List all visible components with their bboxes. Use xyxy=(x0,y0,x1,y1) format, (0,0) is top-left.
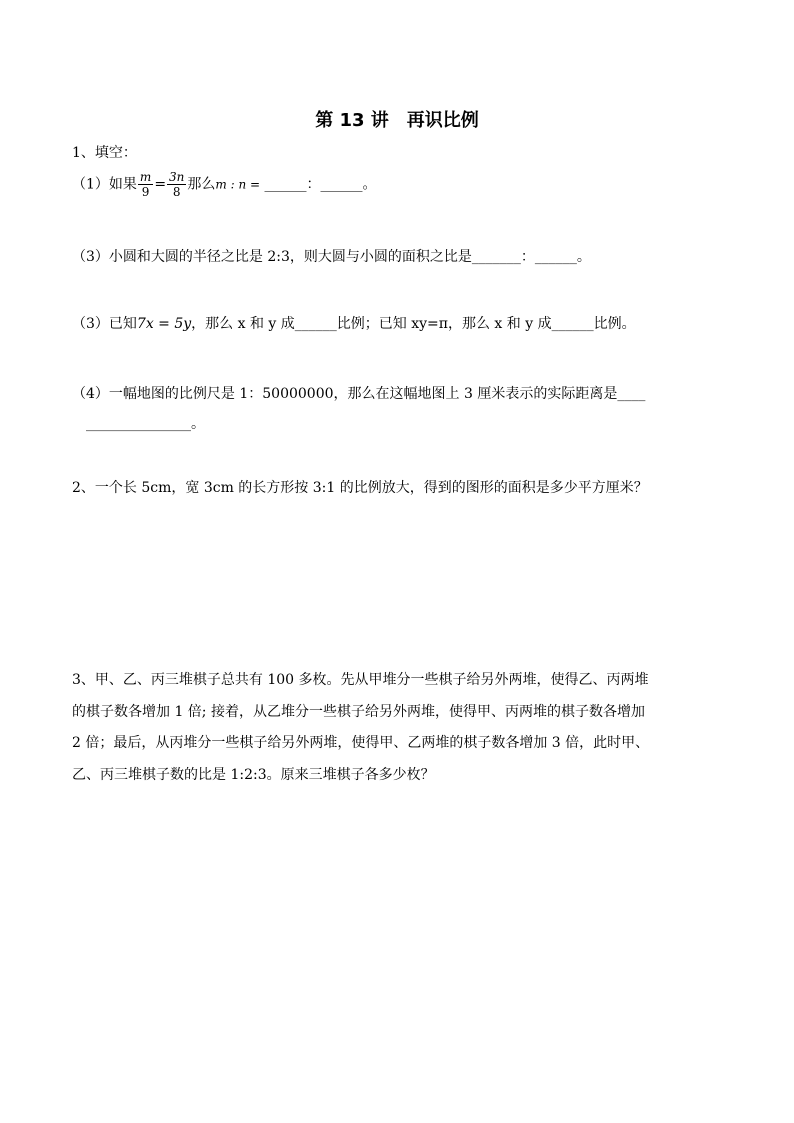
section1-heading: 1、填空： xyxy=(72,145,137,161)
q3-rest: ，那么 x 和 y 成______比例；已知 xy=π，那么 x 和 y 成______比例。 xyxy=(191,316,636,332)
question-2: 2、一个长 5cm，宽 3cm 的长方形按 3:1 的比例放大，得到的图形的面积是多少平方厘米？ xyxy=(72,480,648,496)
question-3-line1: 3、甲、乙、丙三堆棋子总共有 100 多枚。先从甲堆分一些棋子给另外两堆，使得乙、丙两堆 xyxy=(72,672,649,688)
q3-prefix: （3）已知 xyxy=(72,316,137,332)
question-1-3 xyxy=(72,314,636,334)
question-3-line4: 乙、丙三堆棋子数的比是 1:2:3。原来三堆棋子各多少枚？ xyxy=(72,766,435,783)
q3-expression: 7x = 5y xyxy=(136,316,192,332)
q1-ratio: m : n = xyxy=(215,177,261,192)
fraction-3n-over-8: $\frac{3n}{8}$ xyxy=(169,170,185,199)
question-3-line3: 2 倍；最后，从丙堆分一些棋子给另外两堆，使得甲、乙两堆的棋子数各增加 3 倍，此时甲、 xyxy=(72,735,650,751)
question-1-1 xyxy=(72,170,377,199)
fraction-m-over-9: $\frac{m}{9}$ xyxy=(139,170,152,199)
question-1-2: （3）小圆和大圆的半径之比是 2:3，则大圆与小圆的面积之比是_______：______。 xyxy=(72,249,591,265)
q1-blanks: ______：______。 xyxy=(264,176,377,193)
question-3-line2: 的棋子数各增加 1 倍; 接着，从乙堆分一些棋子给另外两堆，使得甲、丙两堆的棋子数各增加 xyxy=(72,703,645,720)
question-3 xyxy=(72,665,732,791)
page-title: 第 13 讲 再识比例 xyxy=(315,110,479,131)
q1-equals: = xyxy=(154,176,167,193)
question-1-4-line2: _______________。 xyxy=(86,416,205,432)
q1-prefix: （1）如果 xyxy=(72,176,137,193)
q1-mid: 那么 xyxy=(187,176,216,193)
question-1-4-line1: （4）一幅地图的比例尺是 1：50000000，那么在这幅地图上 3 厘米表示的实际距离是____ xyxy=(72,386,646,402)
